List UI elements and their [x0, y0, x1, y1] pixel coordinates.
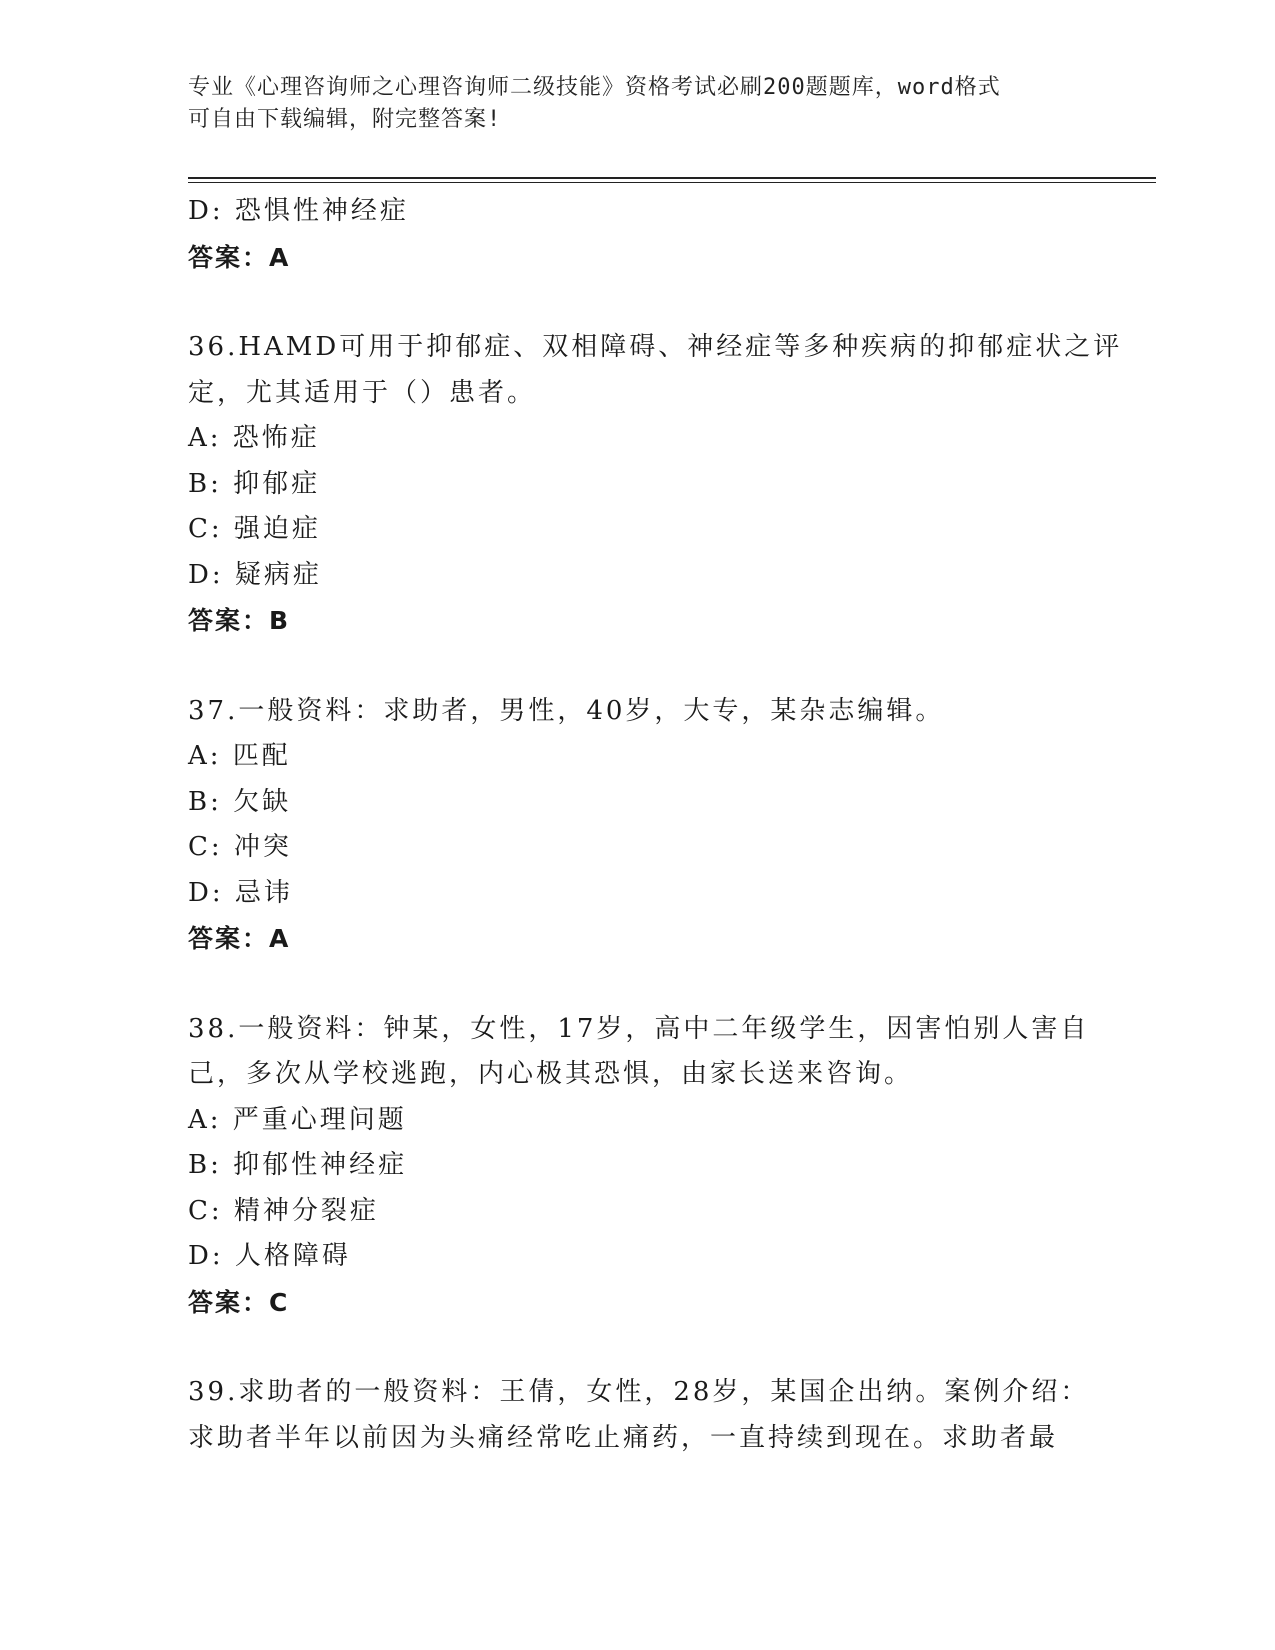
question-text-line: 37.一般资料：求助者，男性，40岁，大专，某杂志编辑。 — [188, 695, 945, 726]
question-39 — [188, 1370, 1088, 1461]
question-37 — [188, 689, 1088, 962]
header-divider-thin — [188, 182, 1156, 183]
question-text-line: 36.HAMD可用于抑郁症、双相障碍、神经症等多种疾病的抑郁症状之评 — [188, 332, 1123, 362]
option-b: B: 欠缺 — [188, 786, 292, 817]
option-b: B: 抑郁性神经症 — [188, 1150, 408, 1180]
answer-line: 答案：C — [188, 1287, 290, 1317]
question-text-line: 39.求助者的一般资料：王倩，女性，28岁，某国企出纳。案例介绍： — [188, 1377, 1090, 1407]
question-38 — [188, 1007, 1088, 1326]
question-text-line: 定，尤其适用于（）患者。 — [188, 377, 537, 408]
option-d: D: 人格障碍 — [188, 1241, 351, 1271]
answer-line: 答案：A — [188, 924, 291, 953]
spacer — [188, 280, 1088, 325]
spacer — [188, 644, 1088, 689]
question-text-line: 38.一般资料：钟某，女性，17岁，高中二年级学生，因害怕别人害自 — [188, 1013, 1090, 1044]
option-d: D: 疑病症 — [188, 559, 322, 590]
header-divider-thick — [188, 177, 1156, 179]
answer-line: 答案：A — [188, 242, 291, 272]
option-d: D: 忌讳 — [188, 877, 293, 908]
option-b: B: 抑郁症 — [188, 468, 321, 499]
spacer — [188, 1325, 1088, 1370]
answer-line: 答案：B — [188, 606, 291, 635]
document-header — [188, 72, 1068, 136]
header-line-2: 可自由下载编辑，附完整答案! — [188, 107, 502, 132]
option-d: D: 恐惧性神经症 — [188, 196, 409, 226]
option-c: C: 强迫症 — [188, 514, 321, 544]
option-c: C: 冲突 — [188, 832, 292, 862]
option-a: A: 匹配 — [188, 741, 291, 771]
option-a: A: 严重心理问题 — [188, 1104, 407, 1135]
option-c: C: 精神分裂症 — [188, 1195, 379, 1226]
question-text-line: 己，多次从学校逃跑，内心极其恐惧，由家长送来咨询。 — [188, 1059, 914, 1089]
question-text-line: 求助者半年以前因为头痛经常吃止痛药，一直持续到现在。求助者最 — [188, 1422, 1059, 1453]
question-list — [188, 189, 1123, 1461]
option-a: A: 恐怖症 — [188, 423, 320, 453]
spacer — [188, 962, 1088, 1007]
header-line-1: 专业《心理咨询师之心理咨询师二级技能》资格考试必刷200题题库，word格式 — [188, 75, 1001, 100]
question-36 — [188, 325, 1123, 644]
